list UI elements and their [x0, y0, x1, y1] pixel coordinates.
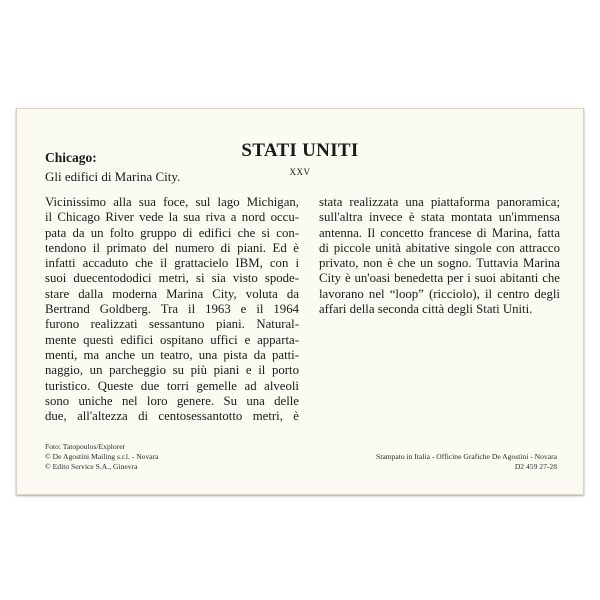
city-heading: Chicago:	[45, 150, 97, 165]
body-line: turistico. Queste due torri gemelle ad alveoli	[45, 378, 299, 393]
card-number: XXV	[289, 167, 311, 177]
body-line: Bertrand Goldberg. Tra il 1963 e il 1964	[45, 302, 299, 317]
card-code: D2 459 27-28	[514, 462, 557, 471]
body-line: lavorano nel “loop” (ricciolo), il centro degli	[319, 286, 560, 301]
body-line: pata da un folto gruppo di edifici che si con-	[45, 225, 299, 240]
body-line: affari della seconda città degli Stati Uniti.	[319, 302, 533, 317]
body-line: City è un'oasi benedetta per i suoi abitanti che	[319, 271, 560, 286]
body-line: due, all'altezza di centosessantotto metri, è	[45, 409, 299, 424]
body-line: tendono il primato del numero di piani. Ed è	[45, 240, 299, 255]
body-line: di piccole unità abitative singole con attracco	[319, 240, 560, 255]
body-line: il Chicago River vede la sua riva a nord occu-	[45, 210, 299, 225]
body-line: sono uniche nel loro genere. Su una delle	[45, 393, 299, 408]
copyright-line: © De Agostini Mailing s.r.l. - Novara	[45, 452, 159, 461]
postcard-back	[16, 108, 584, 495]
body-line: menti, ma anche un teatro, una pista da patti-	[45, 347, 299, 362]
body-line: antenna. Il concetto francese di Marina, fatta	[319, 225, 560, 240]
printer-line: Stampato in Italia - Officine Grafiche De Agostini - Novara	[376, 452, 557, 461]
body-text-left-column	[45, 195, 299, 424]
body-line: mente questi edifici ospitano uffici e apparta-	[45, 332, 299, 347]
body-line: stare dalla moderna Marina City, voluta da	[45, 286, 299, 301]
copyright-line: © Edito Service S.A., Ginevra	[45, 462, 138, 471]
body-line: privato, non è che un sogno. Tuttavia Marina	[319, 256, 560, 271]
body-line: Vicinissimo alla sua foce, sul lago Michigan,	[45, 195, 299, 209]
body-line: furono realizzati sessantuno piani. Natural-	[45, 317, 299, 332]
photo-credit: Foto: Tatopoulos/Explorer	[45, 442, 126, 451]
card-subtitle: Gli edifici di Marina City.	[45, 169, 181, 184]
body-line: stata realizzata una piattaforma panoramica;	[319, 195, 560, 209]
credits-right	[376, 452, 557, 472]
body-line: naggio, un parcheggio su più piani e il porto	[45, 363, 299, 378]
page-title: STATI UNITI	[241, 140, 359, 161]
body-text-right-column	[319, 195, 560, 317]
body-line: sull'altra invece è stata montata un'immensa	[319, 210, 560, 225]
credits-left	[45, 442, 159, 472]
body-line: suoi duecentododici metri, si sia visto spode-	[45, 271, 299, 286]
body-line: infatti accaduto che il grattacielo IBM, con i	[45, 256, 299, 271]
